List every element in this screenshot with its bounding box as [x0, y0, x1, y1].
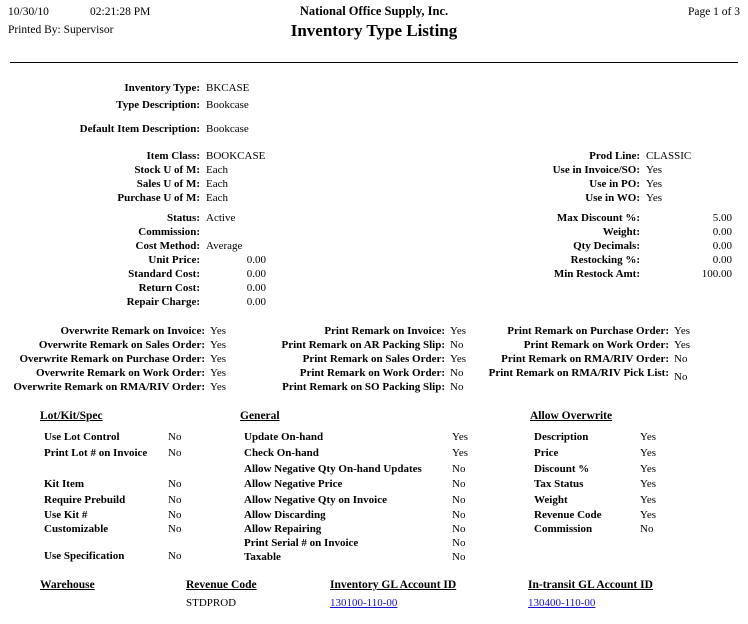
print-remark-ar-packing-slip-label: Print Remark on AR Packing Slip: [281, 339, 445, 351]
overwrite-remark-work-order-value: Yes [210, 367, 227, 379]
max-discount-value: 5.00 [712, 212, 732, 224]
overwrite-remark-sales-order-label: Overwrite Remark on Sales Order: [38, 339, 205, 351]
report-date: 10/30/10 [8, 6, 49, 18]
use-lot-control-value: No [168, 431, 182, 443]
table-row-revenue-code: STDPROD [186, 597, 237, 609]
min-restock-amt-label: Min Restock Amt: [553, 268, 640, 280]
column-header-warehouse: Warehouse [40, 579, 95, 591]
type-description-label: Type Description: [116, 99, 200, 111]
stock-uom-value: Each [206, 164, 228, 176]
use-kit-number-value: No [168, 509, 182, 521]
standard-cost-label: Standard Cost: [128, 268, 200, 280]
return-cost-value: 0.00 [246, 282, 266, 294]
use-lot-control-label: Use Lot Control [44, 431, 120, 443]
min-restock-amt-value: 100.00 [701, 268, 732, 280]
print-remark-so-packing-slip-label: Print Remark on SO Packing Slip: [282, 381, 445, 393]
allow-overwrite-commission-label: Commission [534, 523, 593, 535]
require-prebuild-label: Require Prebuild [44, 494, 126, 506]
require-prebuild-value: No [168, 494, 182, 506]
default-item-description-label: Default Item Description: [79, 123, 200, 135]
print-remark-purchase-order-value: Yes [674, 325, 691, 337]
stock-uom-label: Stock U of M: [134, 164, 200, 176]
print-remark-work-order-mid-label: Print Remark on Work Order: [299, 367, 445, 379]
use-specification-value: No [168, 550, 182, 562]
cost-method-value: Average [206, 240, 243, 252]
use-specification-label: Use Specification [44, 550, 125, 562]
default-item-description-value: Bookcase [206, 123, 249, 135]
purchase-uom-value: Each [206, 192, 228, 204]
allow-discarding-label: Allow Discarding [244, 509, 326, 521]
weight-label: Weight: [602, 226, 640, 238]
status-value: Active [206, 212, 236, 224]
sales-uom-label: Sales U of M: [136, 178, 200, 190]
kit-item-value: No [168, 478, 182, 490]
customizable-value: No [168, 523, 182, 535]
max-discount-label: Max Discount %: [556, 212, 640, 224]
print-remark-so-packing-slip-value: No [450, 381, 464, 393]
inventory-type-value: BKCASE [206, 82, 250, 94]
allow-negative-qty-on-invoice-value: No [452, 494, 466, 506]
header-divider [10, 62, 738, 63]
print-remark-ar-packing-slip-value: No [450, 339, 464, 351]
standard-cost-value: 0.00 [246, 268, 266, 280]
allow-negative-qty-on-hand-updates-value: No [452, 463, 466, 475]
check-on-hand-value: Yes [452, 447, 469, 459]
allow-overwrite-weight-label: Weight [534, 494, 568, 506]
use-in-wo-value: Yes [646, 192, 663, 204]
section-heading-allow-overwrite: Allow Overwrite [530, 410, 613, 422]
print-remark-rma-riv-pick-list-label: Print Remark on RMA/RIV Pick List: [488, 367, 669, 379]
column-header-revenue-code: Revenue Code [186, 579, 257, 591]
qty-decimals-value: 0.00 [712, 240, 732, 252]
print-remark-purchase-order-label: Print Remark on Purchase Order: [507, 325, 669, 337]
company-name: National Office Supply, Inc. [299, 4, 449, 18]
use-in-invoice-so-label: Use in Invoice/SO: [552, 164, 640, 176]
allow-negative-price-label: Allow Negative Price [244, 478, 343, 490]
allow-discarding-value: No [452, 509, 466, 521]
allow-negative-qty-on-invoice-label: Allow Negative Qty on Invoice [244, 494, 387, 506]
customizable-label: Customizable [44, 523, 109, 535]
kit-item-label: Kit Item [44, 478, 85, 490]
print-remark-rma-riv-order-value: No [674, 353, 688, 365]
overwrite-remark-invoice-label: Overwrite Remark on Invoice: [60, 325, 205, 337]
overwrite-remark-purchase-order-value: Yes [210, 353, 227, 365]
use-in-wo-label: Use in WO: [585, 192, 640, 204]
print-lot-number-on-invoice-label: Print Lot # on Invoice [44, 447, 148, 459]
allow-overwrite-tax-status-value: Yes [640, 478, 657, 490]
print-remark-rma-riv-pick-list-value: No [674, 371, 688, 383]
print-remark-rma-riv-order-label: Print Remark on RMA/RIV Order: [501, 353, 669, 365]
use-in-po-value: Yes [646, 178, 663, 190]
restocking-pct-label: Restocking %: [570, 254, 640, 266]
overwrite-remark-rma-riv-order-value: Yes [210, 381, 227, 393]
print-serial-number-on-invoice-label: Print Serial # on Invoice [244, 537, 359, 549]
table-row-in-transit-gl-account-id[interactable]: 130400-110-00 [528, 597, 596, 609]
page-title: Inventory Type Listing [290, 21, 458, 40]
status-label: Status: [166, 212, 200, 224]
cost-method-label: Cost Method: [135, 240, 200, 252]
update-on-hand-value: Yes [452, 431, 469, 443]
allow-overwrite-tax-status-label: Tax Status [534, 478, 584, 490]
print-remark-work-order-mid-value: No [450, 367, 464, 379]
allow-negative-qty-on-hand-updates-label: Allow Negative Qty On-hand Updates [244, 463, 422, 475]
taxable-label: Taxable [244, 551, 281, 563]
allow-repairing-value: No [452, 523, 466, 535]
unit-price-value: 0.00 [246, 254, 266, 266]
repair-charge-label: Repair Charge: [126, 296, 200, 308]
prod-line-value: CLASSIC [646, 150, 692, 162]
taxable-value: No [452, 551, 466, 563]
update-on-hand-label: Update On-hand [244, 431, 324, 443]
allow-overwrite-commission-value: No [640, 523, 654, 535]
print-remark-work-order-right-label: Print Remark on Work Order: [523, 339, 669, 351]
inventory-type-label: Inventory Type: [124, 82, 200, 94]
use-in-invoice-so-value: Yes [646, 164, 663, 176]
report-time: 02:21:28 PM [90, 6, 151, 18]
print-serial-number-on-invoice-value: No [452, 537, 466, 549]
print-remark-sales-order-label: Print Remark on Sales Order: [302, 353, 445, 365]
print-remark-work-order-right-value: Yes [674, 339, 691, 351]
type-description-value: Bookcase [206, 99, 249, 111]
check-on-hand-label: Check On-hand [244, 447, 319, 459]
prod-line-label: Prod Line: [589, 150, 640, 162]
allow-repairing-label: Allow Repairing [244, 523, 322, 535]
overwrite-remark-rma-riv-order-label: Overwrite Remark on RMA/RIV Order: [13, 381, 205, 393]
allow-overwrite-discount-label: Discount % [534, 463, 590, 475]
purchase-uom-label: Purchase U of M: [117, 192, 200, 204]
sales-uom-value: Each [206, 178, 228, 190]
print-remark-invoice-label: Print Remark on Invoice: [324, 325, 445, 337]
allow-overwrite-revenue-code-value: Yes [640, 509, 657, 521]
allow-negative-price-value: No [452, 478, 466, 490]
qty-decimals-label: Qty Decimals: [573, 240, 640, 252]
allow-overwrite-weight-value: Yes [640, 494, 657, 506]
unit-price-label: Unit Price: [148, 254, 200, 266]
item-class-value: BOOKCASE [206, 150, 266, 162]
section-heading-general: General [240, 410, 280, 422]
print-remark-sales-order-value: Yes [450, 353, 467, 365]
allow-overwrite-description-label: Description [534, 431, 589, 443]
report-header [0, 0, 748, 58]
repair-charge-value: 0.00 [246, 296, 266, 308]
overwrite-remark-invoice-value: Yes [210, 325, 227, 337]
use-in-po-label: Use in PO: [589, 178, 640, 190]
page-number: Page 1 of 3 [687, 6, 740, 18]
commission-label: Commission: [138, 226, 200, 238]
item-class-label: Item Class: [146, 150, 200, 162]
allow-overwrite-description-value: Yes [640, 431, 657, 443]
overwrite-remark-purchase-order-label: Overwrite Remark on Purchase Order: [19, 353, 205, 365]
return-cost-label: Return Cost: [138, 282, 200, 294]
column-header-inventory-gl-account-id: Inventory GL Account ID [330, 579, 457, 591]
table-row-inventory-gl-account-id[interactable]: 130100-110-00 [330, 597, 398, 609]
column-header-in-transit-gl-account-id: In-transit GL Account ID [528, 579, 653, 591]
overwrite-remark-work-order-label: Overwrite Remark on Work Order: [35, 367, 205, 379]
use-kit-number-label: Use Kit # [44, 509, 88, 521]
print-lot-number-on-invoice-value: No [168, 447, 182, 459]
section-heading-lot-kit-spec: Lot/Kit/Spec [40, 410, 103, 422]
allow-overwrite-price-label: Price [534, 447, 559, 459]
weight-value: 0.00 [712, 226, 732, 238]
allow-overwrite-discount-value: Yes [640, 463, 657, 475]
allow-overwrite-revenue-code-label: Revenue Code [534, 509, 602, 521]
printed-by: Printed By: Supervisor [8, 24, 114, 36]
print-remark-invoice-value: Yes [450, 325, 467, 337]
allow-overwrite-price-value: Yes [640, 447, 657, 459]
overwrite-remark-sales-order-value: Yes [210, 339, 227, 351]
restocking-pct-value: 0.00 [712, 254, 732, 266]
